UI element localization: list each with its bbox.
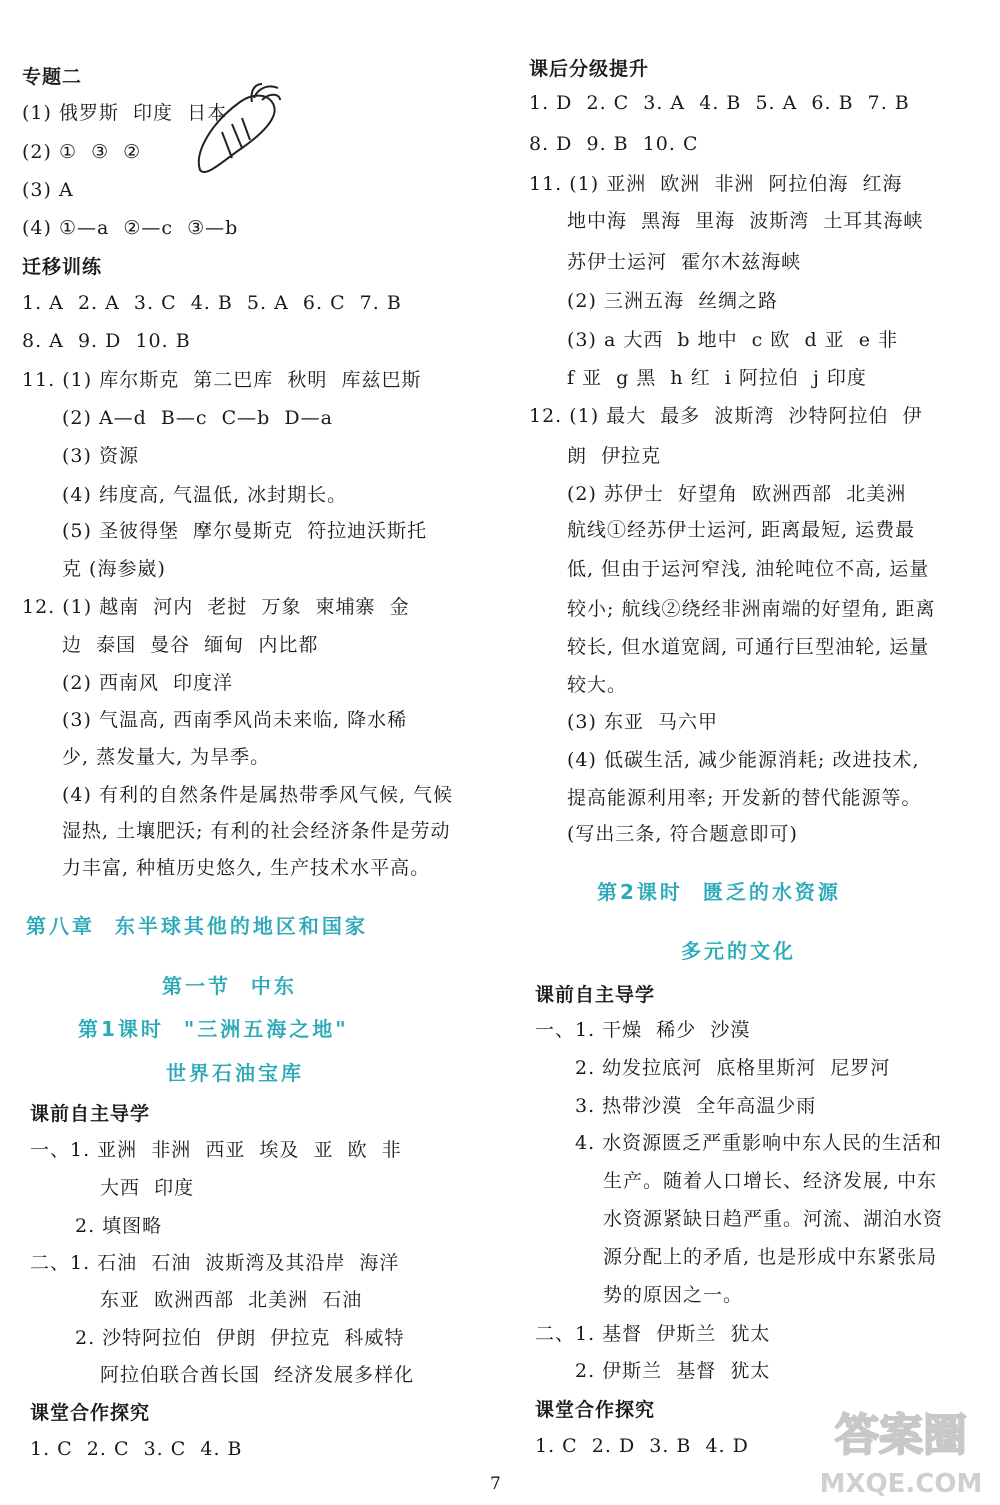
- lesson-title: 第2课时 匮乏的水资源: [597, 880, 841, 904]
- answer-line: 8. A 9. D 10. B: [22, 330, 191, 352]
- answer-line: 11. (1) 库尔斯克 第二巴库 秋明 库兹巴斯: [22, 369, 422, 391]
- watermark-title: 答案圈: [835, 1410, 967, 1461]
- answer-line: (3) 气温高, 西南季风尚未来临, 降水稀: [62, 709, 408, 731]
- answer-line: 8. D 9. B 10. C: [529, 133, 699, 155]
- section-heading: 迁移训练: [22, 256, 103, 278]
- answer-line: (1) 俄罗斯 印度 日本: [22, 102, 228, 124]
- answer-line: 湿热, 土壤肥沃; 有利的社会经济条件是劳动: [62, 820, 451, 842]
- answer-line: 2. 伊斯兰 基督 犹太: [575, 1360, 771, 1382]
- answer-line: (3) 资源: [62, 445, 139, 467]
- answer-line: (写出三条, 符合题意即可): [567, 823, 798, 845]
- answer-line: 2. 填图略: [75, 1215, 163, 1237]
- answer-line: 势的原因之一。: [603, 1284, 744, 1306]
- answer-line: 2. 幼发拉底河 底格里斯河 尼罗河: [575, 1057, 891, 1079]
- section-heading: 专题二: [22, 66, 83, 88]
- answer-line: (4) 低碳生活, 减少能源消耗; 改进技术,: [567, 749, 920, 771]
- section-heading: 课后分级提升: [529, 58, 650, 80]
- answer-line: (4) ①—a ②—c ③—b: [22, 217, 239, 239]
- answer-line: (4) 纬度高, 气温低, 冰封期长。: [62, 484, 348, 506]
- lesson-subtitle: 世界石油宝库: [166, 1061, 304, 1085]
- answer-line: 地中海 黑海 里海 波斯湾 土耳其海峡: [567, 210, 924, 232]
- answer-line: 低, 但由于运河窄浅, 油轮吨位不高, 运量: [567, 558, 930, 580]
- answer-line: 二、1. 石油 石油 波斯湾及其沿岸 海洋: [30, 1252, 400, 1274]
- answer-line: 航线①经苏伊士运河, 距离最短, 运费最: [567, 519, 916, 541]
- answer-line: 3. 热带沙漠 全年高温少雨: [575, 1095, 817, 1117]
- section-title: 第一节 中东: [162, 974, 297, 998]
- answer-line: 边 泰国 曼谷 缅甸 内比都: [62, 634, 319, 656]
- answer-line: (3) A: [22, 179, 74, 201]
- answer-line: (2) A—d B—c C—b D—a: [62, 407, 333, 429]
- answer-line: 1. C 2. D 3. B 4. D: [535, 1435, 749, 1457]
- answer-line: f 亚 g 黑 h 红 i 阿拉伯 j 印度: [567, 367, 867, 389]
- answer-line: 少, 蒸发量大, 为旱季。: [62, 746, 271, 768]
- answer-line: (2) 西南风 印度洋: [62, 672, 234, 694]
- page-number: 7: [490, 1474, 501, 1494]
- answer-line: 源分配上的矛盾, 也是形成中东紧张局: [603, 1246, 938, 1268]
- answer-line: 二、1. 基督 伊斯兰 犹太: [535, 1323, 771, 1345]
- answer-line: 提高能源利用率; 开发新的替代能源等。: [567, 787, 922, 809]
- answer-line: 生产。随着人口增长、经济发展, 中东: [603, 1170, 938, 1192]
- answer-line: 苏伊士运河 霍尔木兹海峡: [567, 251, 802, 273]
- answer-line: (2) 苏伊士 好望角 欧洲西部 北美洲: [567, 483, 907, 505]
- answer-line: 一、1. 亚洲 非洲 西亚 埃及 亚 欧 非: [30, 1139, 402, 1161]
- answer-line: 较长, 但水道宽阔, 可通行巨型油轮, 运量: [567, 636, 930, 658]
- answer-line: 11. (1) 亚洲 欧洲 非洲 阿拉伯海 红海: [529, 173, 903, 195]
- section-heading: 课前自主导学: [30, 1103, 151, 1125]
- answer-line: 1. C 2. C 3. C 4. B: [30, 1438, 243, 1460]
- lesson-title: 第1课时 "三洲五海之地": [78, 1017, 349, 1041]
- section-heading: 课堂合作探究: [30, 1402, 151, 1424]
- watermark-logo: [808, 1398, 994, 1502]
- answer-line: 1. A 2. A 3. C 4. B 5. A 6. C 7. B: [22, 292, 402, 314]
- answer-line: (5) 圣彼得堡 摩尔曼斯克 符拉迪沃斯托: [62, 520, 428, 542]
- section-heading: 课堂合作探究: [535, 1399, 656, 1421]
- carrot-doodle-icon: [192, 82, 282, 182]
- answer-line: (2) 三洲五海 丝绸之路: [567, 290, 779, 312]
- answer-line: 1. D 2. C 3. A 4. B 5. A 6. B 7. B: [529, 92, 910, 114]
- answer-line: 东亚 欧洲西部 北美洲 石油: [100, 1289, 363, 1311]
- watermark-url: MXQE.COM: [819, 1469, 983, 1499]
- answer-line: 4. 水资源匮乏严重影响中东人民的生活和: [575, 1132, 943, 1154]
- answer-line: 一、1. 干燥 稀少 沙漠: [535, 1019, 751, 1041]
- answer-line: 2. 沙特阿拉伯 伊朗 伊拉克 科威特: [75, 1327, 405, 1349]
- answer-line: 大西 印度: [100, 1177, 195, 1199]
- answer-line: 力丰富, 种植历史悠久, 生产技术水平高。: [62, 857, 431, 879]
- answer-line: 克 (海参崴): [62, 558, 166, 580]
- answer-line: (3) a 大西 b 地中 c 欧 d 亚 e 非: [567, 329, 899, 351]
- answer-line: (2) ① ③ ②: [22, 141, 142, 163]
- answer-line: 水资源紧缺日趋严重。河流、湖泊水资: [603, 1208, 944, 1230]
- answer-line: (4) 有利的自然条件是属热带季风气候, 气候: [62, 784, 454, 806]
- lesson-subtitle: 多元的文化: [681, 939, 796, 963]
- answer-line: 12. (1) 越南 河内 老挝 万象 柬埔寨 金: [22, 596, 410, 618]
- chapter-title: 第八章 东半球其他的地区和国家: [26, 914, 368, 938]
- answer-line: 朗 伊拉克: [567, 445, 662, 467]
- answer-line: 较小; 航线②绕经非洲南端的好望角, 距离: [567, 598, 936, 620]
- answer-line: (3) 东亚 马六甲: [567, 711, 719, 733]
- answer-line: 较大。: [567, 674, 628, 696]
- section-heading: 课前自主导学: [535, 984, 656, 1006]
- answer-line: 阿拉伯联合酋长国 经济发展多样化: [100, 1364, 415, 1386]
- answer-line: 12. (1) 最大 最多 波斯湾 沙特阿拉伯 伊: [529, 405, 923, 427]
